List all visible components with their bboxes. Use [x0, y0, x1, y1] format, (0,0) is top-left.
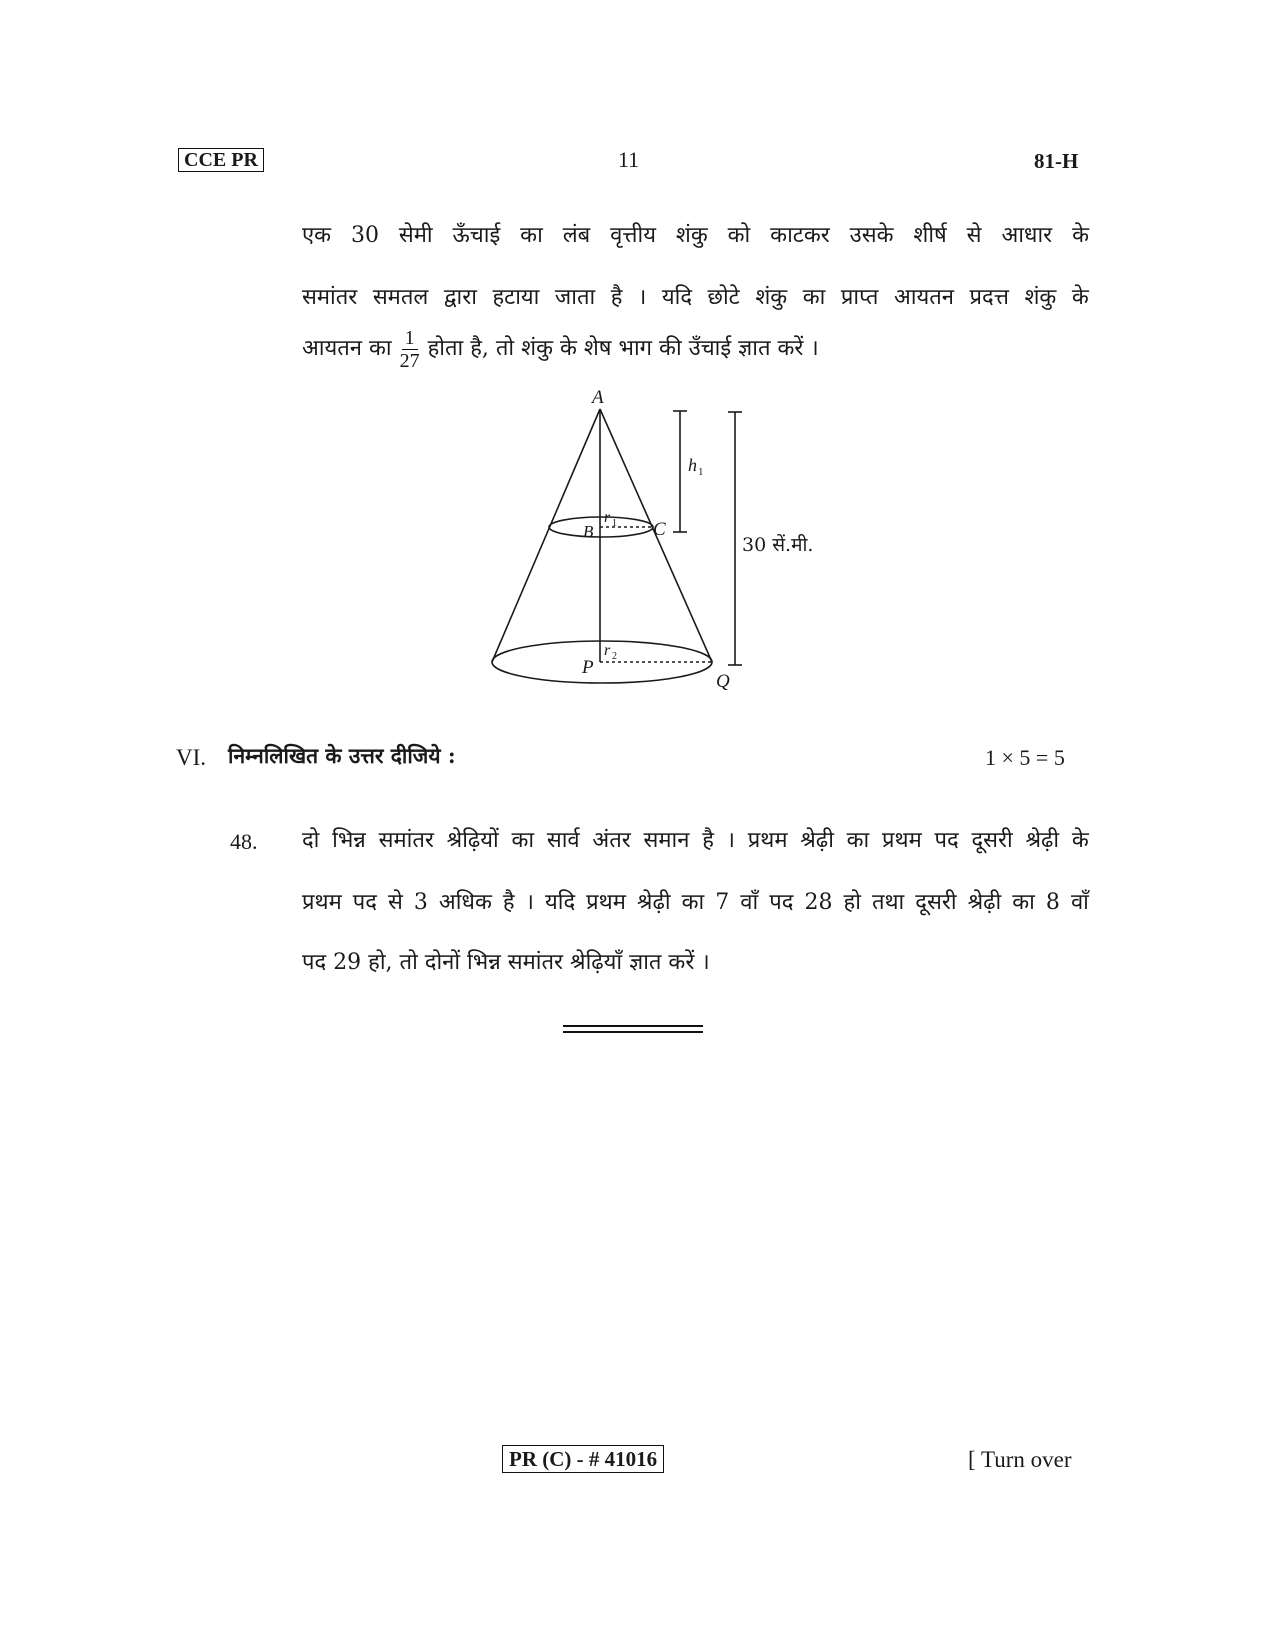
end-rule-top [563, 1025, 703, 1027]
page-number: 11 [618, 147, 640, 172]
label-A: A [592, 387, 604, 408]
label-h1-subscript: 1 [698, 466, 704, 478]
label-r2-subscript: 2 [612, 651, 617, 662]
end-rule-bottom [563, 1031, 703, 1033]
q48-line-1: दो भिन्न समांतर श्रेढ़ियों का सार्व अंतर समान है । प्रथम श्रेढ़ी का प्रथम पद दूसरी श्रेढ़ी के [302, 828, 1089, 853]
section-marks: 1 × 5 = 5 [985, 745, 1065, 770]
q48-number: 48. [230, 829, 258, 854]
q48-line-3: पद 29 हो, तो दोनों भिन्न समांतर श्रेढ़ियाँ ज्ञात करें । [302, 950, 710, 975]
q47-line-3 [302, 325, 1089, 373]
label-r1: r [604, 509, 611, 526]
label-C: C [653, 519, 666, 540]
q47-line3-after: होता है, तो शंकु के शेष भाग की उँचाई ज्ञात करें । [427, 336, 819, 361]
q47-line-1: एक 30 सेमी ऊँचाई का लंब वृत्तीय शंकु को काटकर उसके शीर्ष से आधार के [302, 223, 1089, 248]
label-Q: Q [716, 671, 730, 692]
section-number: VI. [176, 745, 207, 770]
label-P: P [582, 657, 594, 678]
fraction-numerator: 1 [402, 327, 418, 350]
label-h1: h [688, 455, 697, 475]
cone-diagram [470, 385, 870, 695]
paper-code-right: 81-H [1034, 149, 1079, 173]
fraction-denominator: 27 [399, 349, 420, 372]
footer-paper-code: PR (C) - # 41016 [502, 1445, 664, 1473]
q47-line-2: समांतर समतल द्वारा हटाया जाता है । यदि छोटे शंकु का प्राप्त आयतन प्रदत्त शंकु के [302, 285, 1089, 310]
height-label: 30 सें.मी. [742, 534, 814, 556]
label-r2: r [604, 642, 611, 659]
label-r1-subscript: 1 [612, 518, 617, 529]
section-title: निम्नलिखित के उत्तर दीजिये : [228, 743, 456, 768]
turn-over-note: [ Turn over [968, 1447, 1072, 1472]
q48-line-2: प्रथम पद से 3 अधिक है । यदि प्रथम श्रेढ़ी का 7 वाँ पद 28 हो तथा दूसरी श्रेढ़ी का 8 वाँ [302, 890, 1089, 915]
volume-fraction [400, 327, 420, 372]
q47-line3-before: आयतन का [302, 336, 392, 361]
paper-code-left: CCE PR [178, 148, 264, 172]
label-B: B [583, 522, 594, 541]
